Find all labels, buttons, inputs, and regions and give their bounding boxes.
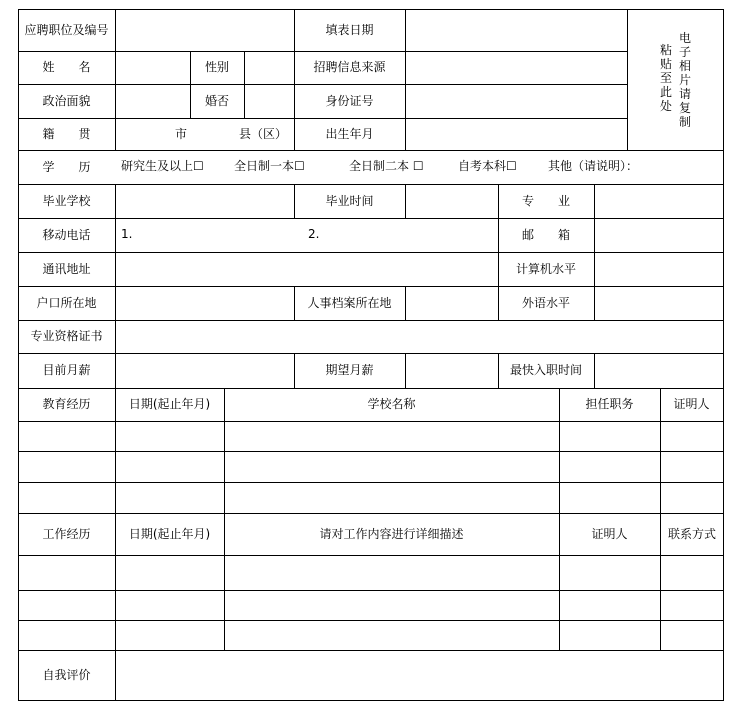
rule [18,451,724,452]
language-level-label: 外语水平 [521,295,570,310]
mobile-1-label: 1. [121,227,133,241]
rule [405,286,406,320]
graduate-school-label: 毕业学校 [42,193,91,208]
rule [18,421,724,422]
city-label: 市 [174,126,187,141]
county-label: 县（区） [238,126,287,141]
source-label: 招聘信息来源 [313,60,386,74]
archive-location-label: 人事档案所在地 [307,295,392,310]
computer-level-label: 计算机水平 [515,261,576,276]
earliest-start-label: 最快入职时间 [509,363,582,377]
rule [660,388,661,650]
rule [405,184,406,218]
rule [18,650,724,651]
fill-date-label: 填表日期 [325,22,374,37]
name-label: 姓 名 [42,60,91,74]
rule [18,252,724,253]
rule [405,353,406,388]
certificate-label: 专业资格证书 [30,329,103,343]
marital-label: 婚否 [204,93,229,108]
expected-salary-label: 期望月薪 [325,363,374,377]
rule [18,482,724,483]
rule [18,555,724,556]
edu-option-other[interactable]: 其他（请说明）： [548,159,639,173]
photo-instruction-line2: 粘贴至此处 [659,43,672,113]
address-label: 通讯地址 [42,261,91,276]
position-code-label: 应聘职位及编号 [24,22,109,37]
photo-instruction-line1: 电子相片请复制 [678,31,691,129]
rule [18,700,724,701]
rule [244,51,245,118]
graduate-time-label: 毕业时间 [325,193,374,208]
rule [115,9,116,150]
work-date-header: 日期(起止年月) [128,526,211,541]
mobile-2-label: 2. [308,227,320,241]
work-witness-header: 证明人 [591,526,628,541]
political-label: 政治面貌 [42,93,91,108]
work-history-label: 工作经历 [42,526,91,541]
native-place-label: 籍 贯 [42,126,91,141]
rule [594,184,595,320]
gender-label: 性别 [204,60,229,74]
rule [723,9,724,701]
rule [18,620,724,621]
rule [18,320,724,321]
email-label: 邮 箱 [521,227,570,242]
rule [18,590,724,591]
birth-label: 出生年月 [325,126,374,141]
education-level-label: 学 历 [42,159,91,174]
edu-witness-header: 证明人 [673,397,710,411]
self-evaluation-label: 自我评价 [42,667,91,682]
edu-position-header: 担任职务 [585,397,634,411]
rule [594,353,595,388]
edu-date-header: 日期(起止年月) [128,397,211,411]
edu-option-first-tier[interactable]: 全日制一本☐ [234,159,305,173]
rule [18,218,724,219]
edu-school-header: 学校名称 [367,397,416,411]
rule [405,9,406,150]
rule [115,184,116,701]
application-form [18,9,724,701]
major-label: 专 业 [521,193,570,208]
work-desc-header: 请对工作内容进行详细描述 [319,526,464,541]
rule [18,150,724,151]
mobile-label: 移动电话 [42,227,91,242]
edu-option-second-tier[interactable]: 全日制二本 ☐ [349,159,424,173]
edu-option-postgraduate[interactable]: 研究生及以上☐ [121,159,204,173]
edu-history-label: 教育经历 [42,397,91,411]
current-salary-label: 目前月薪 [42,363,91,377]
id-number-label: 身份证号 [325,93,374,108]
rule [627,9,628,150]
edu-option-self-study[interactable]: 自考本科☐ [458,159,517,173]
work-contact-header: 联系方式 [667,526,716,541]
hukou-label: 户口所在地 [36,295,97,310]
